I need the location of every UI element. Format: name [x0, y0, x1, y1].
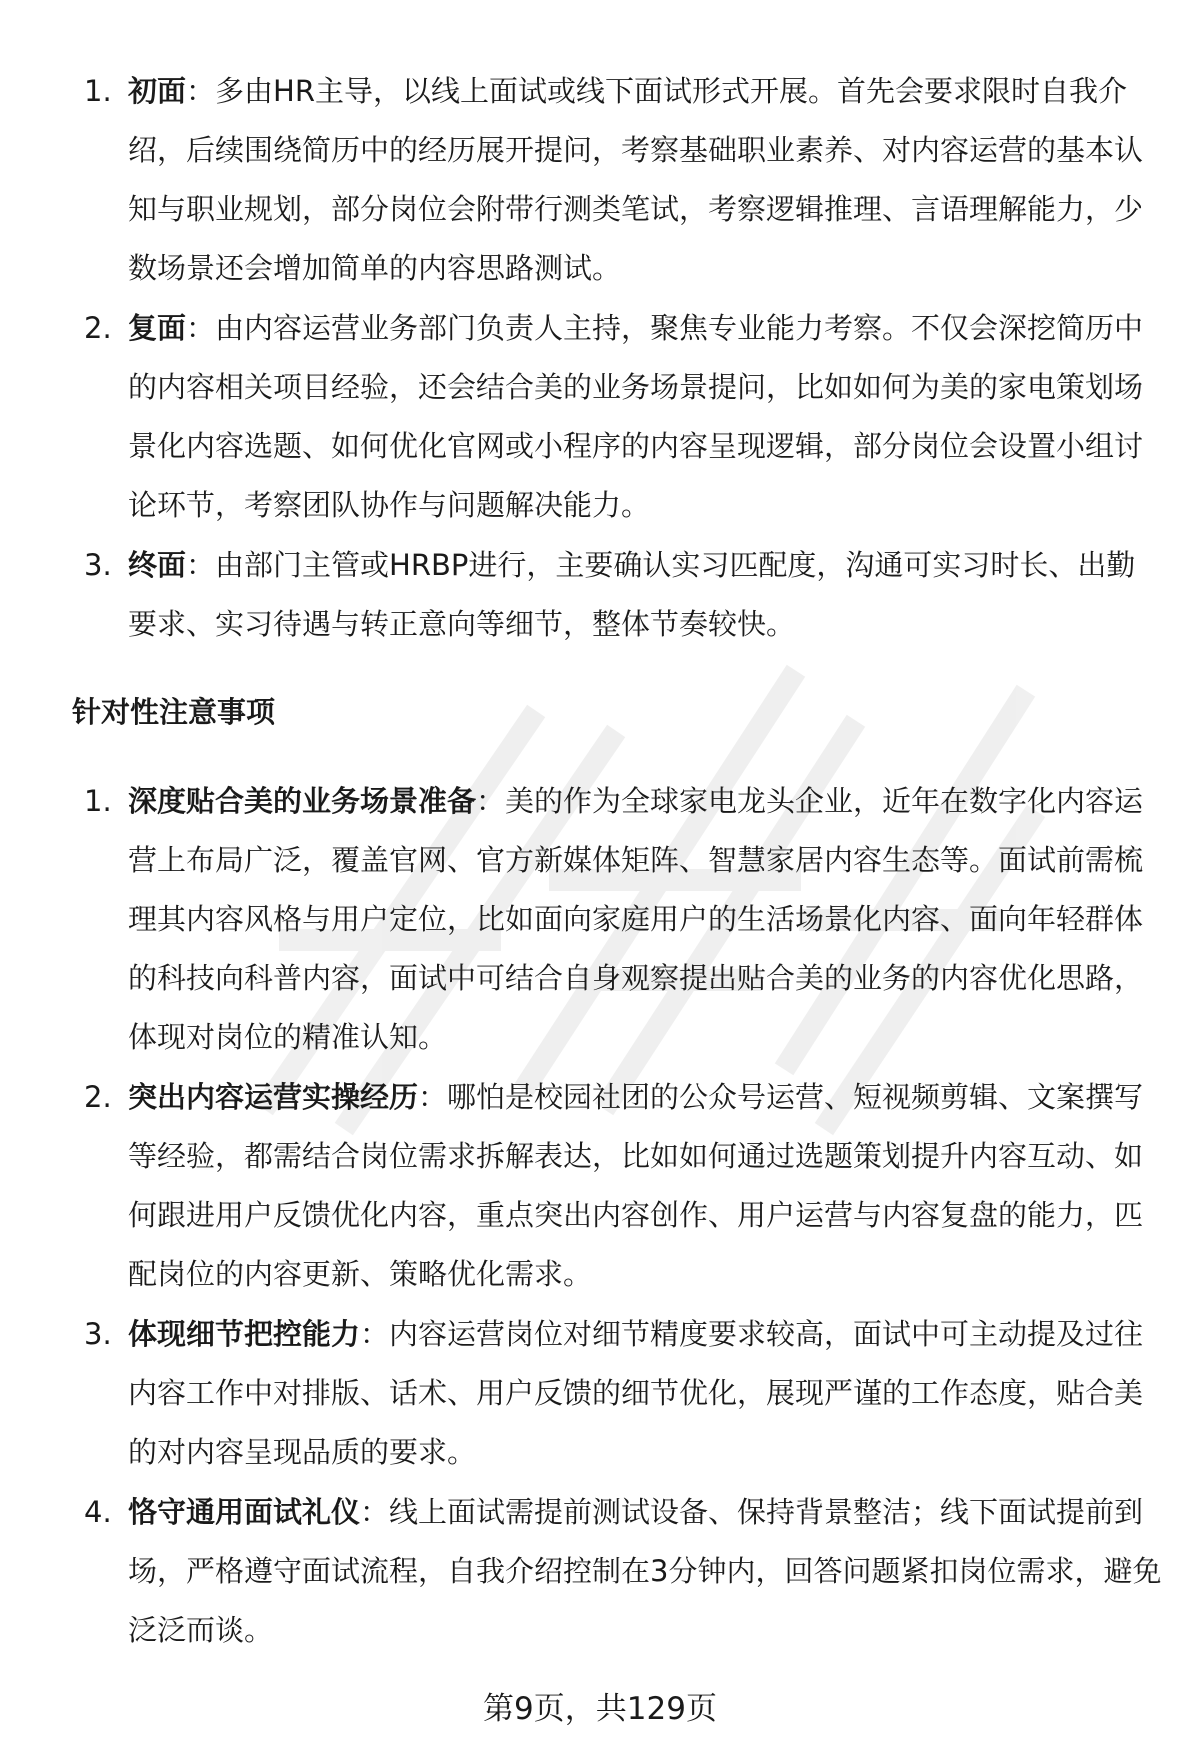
list-item [84, 772, 1164, 1067]
list-item [84, 536, 1164, 654]
item-text: ：哪怕是校园社团的公众号运营、短视频剪辑、文案撰写等经验，都需结合岗位需求拆解表达，比如如何通过选题策划提升内容互动、如何跟进用户反馈优化内容，重点突出内容创作、用户运营与内容复盘的能力，匹配岗位的内容更新、策略优化需求。 [128, 1080, 1144, 1291]
list-number: 1. [84, 74, 112, 108]
item-term: 体现细节把控能力 [128, 1317, 361, 1351]
list-number: 1. [84, 784, 112, 818]
item-text: ：多由HR主导，以线上面试或线下面试形式开展。首先会要求限时自我介绍，后续围绕简历中的经历展开提问，考察基础职业素养、对内容运营的基本认知与职业规划，部分岗位会附带行测类笔试，考察逻辑推理、言语理解能力，少数场景还会增加简单的内容思路测试。 [128, 74, 1144, 285]
list-number: 2. [84, 1080, 112, 1114]
item-text: ：由部门主管或HRBP进行，主要确认实习匹配度，沟通可实习时长、出勤要求、实习待遇与转正意向等细节，整体节奏较快。 [128, 548, 1136, 641]
item-text: ：由内容运营业务部门负责人主持，聚焦专业能力考察。不仅会深挖简历中的内容相关项目经验，还会结合美的业务场景提问，比如如何为美的家电策划场景化内容选题、如何优化官网或小程序的内容呈现逻辑，部分岗位会设置小组讨论环节，考察团队协作与问题解决能力。 [128, 311, 1144, 522]
section-heading: 针对性注意事项 [72, 695, 276, 729]
list-number: 4. [84, 1495, 112, 1529]
item-term: 突出内容运营实操经历 [128, 1080, 419, 1114]
list-item [84, 1068, 1164, 1304]
item-term: 终面 [128, 548, 187, 582]
list-number: 2. [84, 311, 112, 345]
tips-list [84, 772, 1164, 1660]
item-text: ：内容运营岗位对细节精度要求较高，面试中可主动提及过往内容工作中对排版、话术、用户反馈的细节优化，展现严谨的工作态度，贴合美的对内容呈现品质的要求。 [128, 1317, 1144, 1469]
item-term: 复面 [128, 311, 187, 345]
item-term: 初面 [128, 74, 187, 108]
list-item [84, 1305, 1164, 1482]
list-item [84, 299, 1164, 535]
item-text: ：美的作为全球家电龙头企业，近年在数字化内容运营上布局广泛，覆盖官网、官方新媒体矩阵、智慧家居内容生态等。面试前需梳理其内容风格与用户定位，比如面向家庭用户的生活场景化内容、面向年轻群体的科技向科普内容，面试中可结合自身观察提出贴合美的业务的内容优化思路，体现对岗位的精准认知。 [128, 784, 1144, 1054]
list-item [84, 1483, 1164, 1660]
list-number: 3. [84, 1317, 112, 1351]
item-term: 恪守通用面试礼仪 [128, 1495, 361, 1529]
item-term: 深度贴合美的业务场景准备 [128, 784, 477, 818]
interview-rounds-list [84, 62, 1164, 654]
list-item [84, 62, 1164, 298]
page-footer: 第9页，共129页 [483, 1691, 717, 1727]
item-text: ：线上面试需提前测试设备、保持背景整洁；线下面试提前到场，严格遵守面试流程，自我介绍控制在3分钟内，回答问题紧扣岗位需求，避免泛泛而谈。 [128, 1495, 1162, 1647]
list-number: 3. [84, 548, 112, 582]
